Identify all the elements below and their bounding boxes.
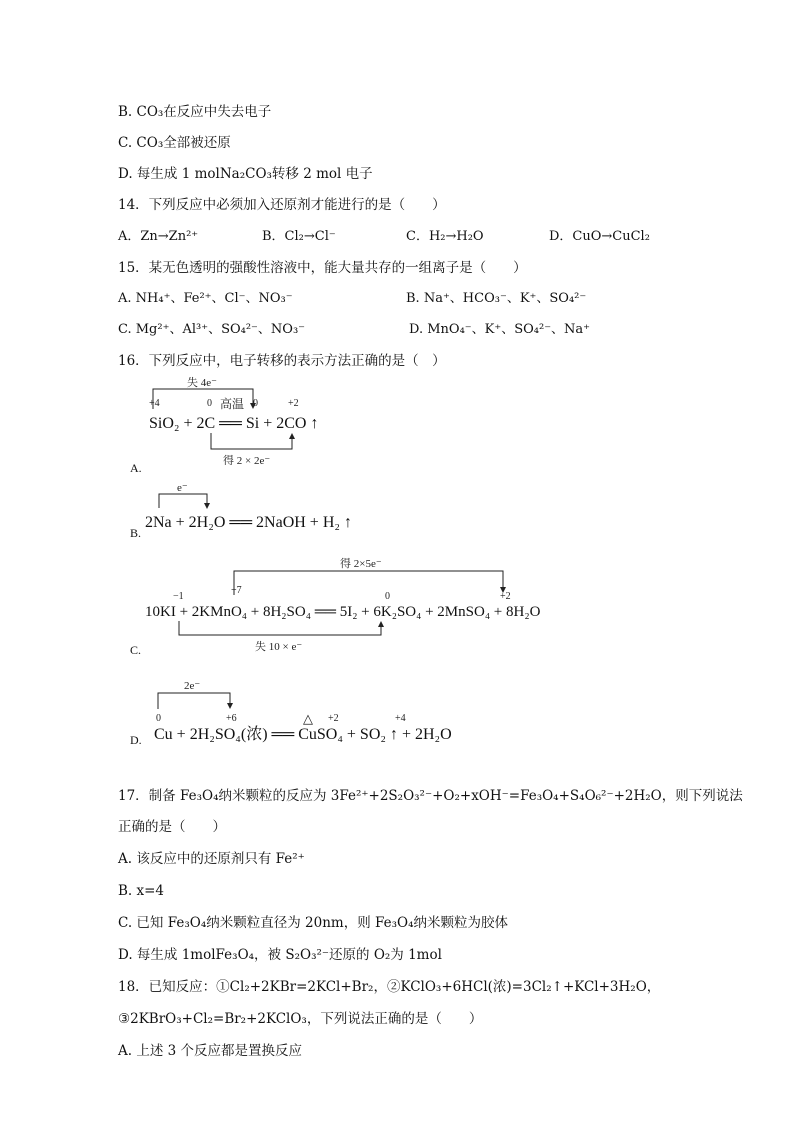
q16-option-d-diagram: [148, 677, 528, 747]
q15-option-c: C. Mg²⁺、Al³⁺、SO₄²⁻、NO₃⁻: [118, 322, 306, 337]
q16-option-a-label: A.: [130, 461, 142, 475]
q16-d-equation: Cu + 2H₂SO₄(浓) ══ CuSO₄ + SO₂ ↑ + 2H₂O: [154, 726, 452, 743]
q18-stem-line1: 18．已知反应：①Cl₂+2KBr=2KCl+Br₂，②KClO₃+6HCl(浓)=3Cl₂↑+KCl+3H₂O，: [118, 979, 661, 995]
q16-option-b-diagram: [145, 480, 385, 530]
q16-a-ox-c-product: +2: [288, 398, 299, 409]
q15-option-a: A. NH₄⁺、Fe²⁺、Cl⁻、NO₃⁻: [118, 291, 293, 306]
q16-d-ox-s-product: +4: [395, 713, 406, 724]
q14-option-a: A．Zn→Zn²⁺: [118, 229, 199, 244]
q14-option-d: D．CuO→CuCl₂: [549, 229, 650, 244]
q16-d-ox-cu-product: +2: [328, 713, 339, 724]
q14-option-b: B．Cl₂→Cl⁻: [262, 229, 336, 244]
q16-b-top-label: e⁻: [177, 482, 188, 494]
q17-option-b: B. x=4: [118, 883, 165, 899]
q16-stem: 16．下列反应中，电子转移的表示方法正确的是（ ）: [118, 353, 446, 369]
q16-c-ox-i-reactant: −1: [173, 591, 184, 602]
q16-option-b-label: B.: [130, 526, 142, 540]
q16-c-ox-mn-reactant: +7: [231, 585, 242, 596]
q18-stem-line2: ③2KBrO₃+Cl₂=Br₂+2KClO₃，下列说法正确的是（ ）: [118, 1011, 483, 1027]
q17-stem-line1: 17．制备 Fe₃O₄纳米颗粒的反应为 3Fe²⁺+2S₂O₃²⁻+O₂+xOH⁻=Fe₃O₄+S₄O₆²⁻+2H₂O，则下列说法: [118, 788, 743, 804]
q16-option-a-diagram: [145, 375, 345, 465]
q15-stem: 15．某无色透明的强酸性溶液中，能大量共存的一组离子是（ ）: [118, 260, 527, 276]
q16-c-top-label: 得 2×5e⁻: [340, 558, 382, 570]
q16-d-condition: △: [303, 711, 313, 726]
q16-a-ox-si-product: 0: [253, 398, 258, 409]
q14-option-c: C．H₂→H₂O: [406, 229, 484, 244]
q16-c-bottom-label: 失 10 × e⁻: [255, 641, 303, 653]
q16-option-c-diagram: [145, 553, 615, 653]
q16-c-ox-i-product: 0: [385, 591, 390, 602]
q16-a-ox-si-reactant: +4: [149, 398, 160, 409]
q16-a-top-label: 失 4e⁻: [187, 377, 217, 389]
q17-stem-line2: 正确的是（ ）: [118, 819, 226, 835]
q14-stem: 14．下列反应中必须加入还原剂才能进行的是（ ）: [118, 197, 446, 213]
q13-option-c: C. CO₃全部被还原: [118, 135, 231, 151]
q16-a-condition: 高温: [220, 397, 245, 411]
q17-option-d: D. 每生成 1molFe₃O₄，被 S₂O₃²⁻还原的 O₂为 1mol: [118, 947, 442, 963]
q13-option-b: B. CO₃在反应中失去电子: [118, 104, 272, 120]
q16-c-equation: 10KI + 2KMnO₄ + 8H₂SO₄ ══ 5I₂ + 6K₂SO₄ + 2MnSO₄ + 8H₂O: [145, 604, 541, 620]
q16-a-bottom-label: 得 2 × 2e⁻: [223, 455, 271, 465]
q16-c-ox-mn-product: +2: [500, 591, 511, 602]
q16-b-equation: 2Na + 2H₂O ══ 2NaOH + H₂ ↑: [145, 514, 352, 530]
q16-a-equation: SiO₂ + 2C ══ Si + 2CO ↑: [149, 415, 319, 432]
q17-option-a: A. 该反应中的还原剂只有 Fe²⁺: [118, 851, 305, 867]
q17-option-c: C. 已知 Fe₃O₄纳米颗粒直径为 20nm，则 Fe₃O₄纳米颗粒为胶体: [118, 915, 508, 931]
q16-option-c-label: C.: [130, 643, 142, 657]
q16-a-ox-c-reactant: 0: [207, 398, 212, 409]
q18-option-a: A. 上述 3 个反应都是置换反应: [118, 1043, 303, 1059]
q16-option-d-label: D.: [130, 733, 142, 747]
q15-option-b: B. Na⁺、HCO₃⁻、K⁺、SO₄²⁻: [406, 291, 587, 306]
q13-option-d: D. 每生成 1 molNa₂CO₃转移 2 mol 电子: [118, 166, 373, 182]
q16-d-ox-s-reactant: +6: [226, 713, 237, 724]
q16-d-top-label: 2e⁻: [184, 680, 201, 692]
q15-option-d: D. MnO₄⁻、K⁺、SO₄²⁻、Na⁺: [409, 322, 591, 337]
q16-d-ox-cu-reactant: 0: [156, 713, 161, 724]
